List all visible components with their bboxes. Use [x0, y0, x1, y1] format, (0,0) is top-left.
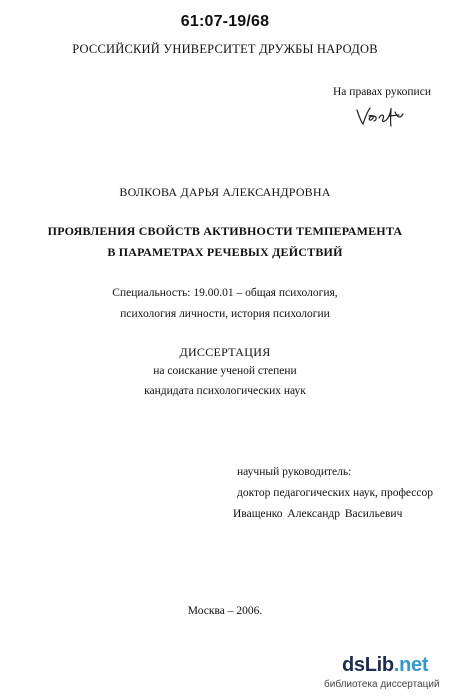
advisor-title: доктор педагогических наук, профессор	[237, 487, 434, 499]
dslib-logo	[342, 654, 428, 677]
degree-line-2: кандидата психологических наук	[144, 385, 306, 397]
university-name: РОССИЙСКИЙ УНИВЕРСИТЕТ ДРУЖБЫ НАРОДОВ	[72, 42, 378, 56]
archive-code: 61:07-19/68	[180, 13, 270, 30]
advisor-name: Иващенко Александр Васильевич	[233, 508, 403, 520]
dslib-watermark	[322, 654, 446, 696]
advisor-label: научный руководитель:	[237, 466, 352, 478]
handwritten-signature	[355, 104, 405, 128]
logo-main-text: dsLib	[342, 654, 394, 676]
logo-accent-text: .net	[393, 654, 429, 676]
watermark-caption: библиотека диссертаций	[324, 679, 440, 690]
author-name: ВОЛКОВА ДАРЬЯ АЛЕКСАНДРОВНА	[119, 185, 331, 199]
specialty-line-2: психология личности, история психологии	[120, 308, 330, 320]
document-type: ДИССЕРТАЦИЯ	[179, 345, 271, 359]
specialty-line-1: Специальность: 19.00.01 – общая психология,	[112, 287, 338, 299]
manuscript-rights-note: На правах рукописи	[333, 86, 431, 98]
degree-line-1: на соискание ученой степени	[153, 365, 297, 377]
dissertation-title-line-2: В ПАРАМЕТРАХ РЕЧЕВЫХ ДЕЙСТВИЙ	[107, 245, 343, 259]
city-year: Москва – 2006.	[187, 605, 263, 617]
dissertation-title-line-1: ПРОЯВЛЕНИЯ СВОЙСТВ АКТИВНОСТИ ТЕМПЕРАМЕНТА	[47, 224, 403, 238]
